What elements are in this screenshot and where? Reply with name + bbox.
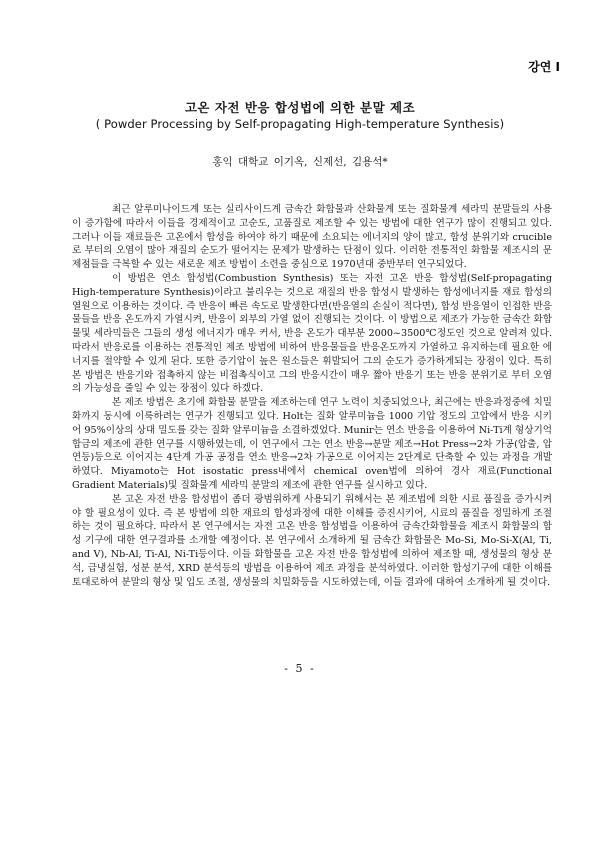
section-tag: 강연 I [528,60,560,74]
paragraph: 본 제조 방법은 초기에 화합물 분말을 제조하는데 연구 노력이 치중되었으나, 최근에는 반응과정중에 치밀화까지 동시에 이룩하려는 연구가 진행되고 있다. Holt는 질화 알루미늄을 1000 기압 정도의 고압에서 반응 시키어 95%이상의 상대 밀도를 갖는 질화 알루미늄을 소결하겠었다. Munir는 연소 반응을 이용하여 Ni-Ti계 형상기억합금의 제조에 관한 연구를 시행하였는데, 이 연구에서 그는 연소 반응→분말 제조→Hot Press→2차 가공(압출, 압연등)등으로 이어지는 4단계 가공 공정을 연소 반응→2차 가공으로 이어지는 2단계로 단축할 수 있는 과정을 개발하였다. Miyamoto는 Hot isostatic press내에서 chemical oven법에 의하여 경사 재료(Functional Gradient Materials)및 질화물계 세라믹 분말의 제조에 관한 연구를 실시하고 있다. [72,397,552,491]
paragraph: 이 방법은 연소 합성법(Combustion Synthesis) 또는 자전 고온 반응 합성법(Self-propagating High-temperature Synthesis)이라고 불리우는 것으로 재질의 반응 합성시 발생하는 합성에너지를 재료 합성의 열원으로 이용하는 것이다. 즉 반응이 빠른 속도로 발생한다면(반응열의 손실이 적다면), 합성 반응열이 인접한 반응물들을 반응 온도까지 가열시켜, 반응이 외부의 가열 없이 진행되는 것이다. 이 방법으로 제조가 가능한 금속간 화합물및 세라믹들은 그들의 생성 에너지가 매우 커서, 반응 온도가 대부분 2000~3500℃정도인 것으로 알려져 있다. 따라서 반응로를 이용하는 전통적인 제조 방법에 비하여 반응물들을 반응온도까지 가열하고 유지하는데 필요한 에너지를 절약할 수 있게 된다. 또한 증기압이 높은 원소들은 휘발되어 그의 순도가 증가하게되는 장점이 있다. 특히 본 방법은 반응기와 접촉하지 않는 비접촉식이고 그의 반응시간이 매우 짧아 반응기 또는 반응 분위기로 부터 오염의 가능성을 줄일 수 있는 장점이 있다 하겠다. [72,272,552,395]
body-text [72,203,552,589]
author-line: 홍익 대학교 이기옥, 신제선, 김용석* [212,156,388,168]
paragraph: 본 고온 자전 반응 합성법이 좀더 광범위하게 사용되기 위해서는 본 제조법에 의한 시료 품질을 증가시켜야 할 필요성이 있다. 즉 본 방법에 의한 재료의 합성과정에 대한 이해를 증진시키어, 시료의 품질을 정밀하게 조절하는 것이 필요하다. 따라서 본 연구에서는 자전 고온 반응 합성법을 이용하여 금속간화합물을 제조시 화합물의 합성 기구에 대한 연구결과를 소개할 예정이다. 본 연구에서 소개하게 될 금속간 화합물은 Mo-Si, Mo-Si-X(Al, Ti, and V), Nb-Al, Ti-Al, Ni-Ti등이다. 이들 화합물을 고온 자전 반응 합성법에 의하여 제조할 때, 생성물의 형상 분석, 급냉실험, 성분 분석, XRD 분석등의 방법을 이용하여 제조 과정을 분석하였다. 이러한 합성기구에 대한 이해를 토대로하여 분말의 형상 및 입도 조절, 생성물의 치밀화등을 시도하였는데, 이들 결과에 대하여 소개하게 될 것이다. [72,493,552,588]
paper-title-korean: 고온 자전 반응 합성법에 의한 분말 제조 [184,100,416,115]
page-number: - 5 - [284,662,316,675]
paragraph: 최근 알루미나이드계 또는 실리사이드계 금속간 화합물과 산화물계 또는 질화물계 세라믹 분말들의 사용이 증가함에 따라서 이들을 경제적이고 고순도, 고품질로 제조할 수 있는 방법에 대한 연구가 많이 진행되고 있다. 그러나 이들 재료들은 고온에서 합성을 하여야 하기 때문에 소요되는 에너지의 양이 많고, 합성 분위기와 crucible로 부터의 오염이 많아 재질의 순도가 떨어지는 문제가 발생하는 단점이 있다. 이러한 전통적인 화합물 제조시의 문제점들을 극복할 수 있는 새로운 제조 방법이 소련을 중심으로 1970년대 중반부터 연구되었다. [72,204,552,271]
paper-title-english: ( Powder Processing by Self-propagating High-temperature Synthesis) [95,117,505,131]
